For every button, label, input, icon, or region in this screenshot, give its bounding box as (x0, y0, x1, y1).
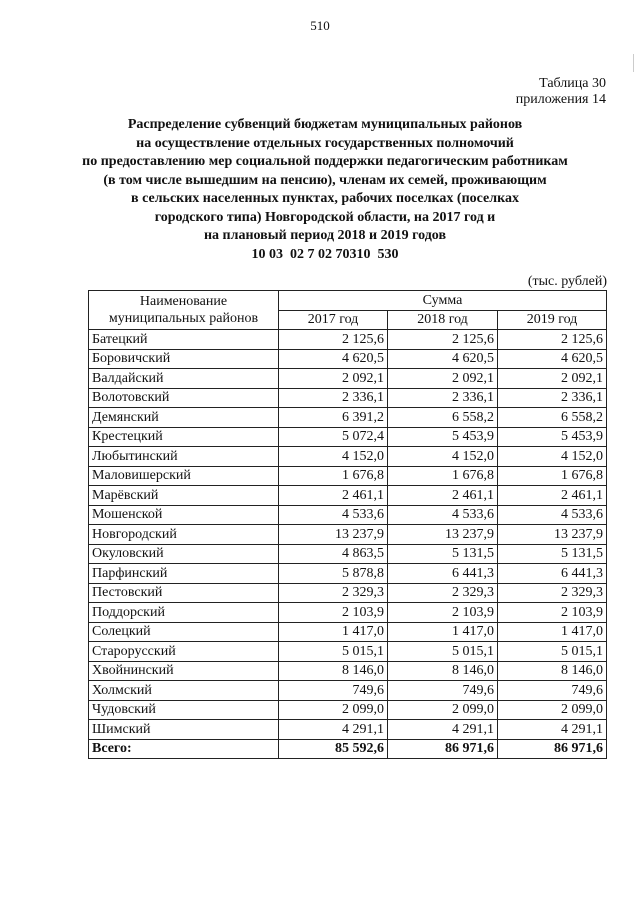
value-2017: 5 015,1 (279, 642, 388, 662)
district-name: Холмский (89, 681, 279, 701)
value-2019: 2 329,3 (498, 583, 607, 603)
budget-classification-code: 10 03 02 7 02 70310 530 (251, 246, 399, 262)
value-2019: 1 417,0 (498, 622, 607, 642)
district-name: Чудовский (89, 700, 279, 720)
value-2018: 6 558,2 (388, 408, 498, 428)
value-2017: 2 125,6 (279, 330, 388, 350)
value-2017: 2 336,1 (279, 388, 388, 408)
district-name: Новгородский (89, 525, 279, 545)
title-line: в сельских населенных пунктах, рабочих поселках (поселках (131, 191, 519, 206)
value-2018: 2 125,6 (388, 330, 498, 350)
value-2019: 6 441,3 (498, 564, 607, 584)
table-reference (516, 76, 606, 108)
value-2018: 5 453,9 (388, 427, 498, 447)
year-header-2019: 2019 год (498, 310, 607, 330)
sum-header: Сумма (279, 291, 607, 311)
value-2018: 6 441,3 (388, 564, 498, 584)
table-row (89, 583, 607, 603)
value-2018: 2 461,1 (388, 486, 498, 506)
district-name: Любытинский (89, 447, 279, 467)
table-reference-line2: приложения 14 (515, 92, 606, 107)
table-row (89, 330, 607, 350)
value-2019: 2 092,1 (498, 369, 607, 389)
table-row (89, 564, 607, 584)
district-name: Маловишерский (89, 466, 279, 486)
value-2018: 2 103,9 (388, 603, 498, 623)
table-row (89, 369, 607, 389)
value-2017: 2 329,3 (279, 583, 388, 603)
year-header-2017: 2017 год (279, 310, 388, 330)
table-row (89, 505, 607, 525)
value-2018: 4 533,6 (388, 505, 498, 525)
district-name-header-line2: муниципальных районов (108, 311, 259, 326)
document-title (40, 116, 610, 264)
value-2018: 1 417,0 (388, 622, 498, 642)
value-2018: 4 152,0 (388, 447, 498, 467)
scan-edge-mark (633, 54, 634, 72)
year-header-2018: 2018 год (388, 310, 498, 330)
table-row (89, 447, 607, 467)
table-row (89, 466, 607, 486)
table-reference-line1: Таблица 30 (539, 76, 606, 91)
value-2017: 1 417,0 (279, 622, 388, 642)
district-name: Поддорский (89, 603, 279, 623)
value-2019: 2 103,9 (498, 603, 607, 623)
value-2017: 4 533,6 (279, 505, 388, 525)
district-name: Мошенской (89, 505, 279, 525)
table-row (89, 642, 607, 662)
value-2018: 2 329,3 (388, 583, 498, 603)
district-name: Боровичский (89, 349, 279, 369)
title-line: по предоставлению мер социальной поддержки педагогическим работникам (82, 154, 568, 169)
value-2018: 5 131,5 (388, 544, 498, 564)
value-2018: 8 146,0 (388, 661, 498, 681)
table-row (89, 349, 607, 369)
value-2017: 2 092,1 (279, 369, 388, 389)
units-label: (тыс. рублей) (527, 274, 607, 289)
district-name: Волотовский (89, 388, 279, 408)
value-2019: 5 131,5 (498, 544, 607, 564)
value-2019: 5 453,9 (498, 427, 607, 447)
table-row (89, 486, 607, 506)
value-2017: 4 863,5 (279, 544, 388, 564)
value-2017: 5 072,4 (279, 427, 388, 447)
total-2018: 86 971,6 (388, 739, 498, 759)
value-2019: 2 461,1 (498, 486, 607, 506)
title-line: на плановый период 2018 и 2019 годов (203, 228, 447, 243)
table-row (89, 388, 607, 408)
value-2018: 2 336,1 (388, 388, 498, 408)
value-2017: 5 878,8 (279, 564, 388, 584)
value-2019: 749,6 (498, 681, 607, 701)
value-2017: 8 146,0 (279, 661, 388, 681)
value-2019: 6 558,2 (498, 408, 607, 428)
value-2017: 2 103,9 (279, 603, 388, 623)
total-2017: 85 592,6 (279, 739, 388, 759)
value-2017: 2 099,0 (279, 700, 388, 720)
value-2017: 4 620,5 (279, 349, 388, 369)
value-2018: 4 620,5 (388, 349, 498, 369)
district-name: Крестецкий (89, 427, 279, 447)
value-2018: 2 092,1 (388, 369, 498, 389)
subsidy-table (88, 290, 607, 759)
value-2017: 1 676,8 (279, 466, 388, 486)
district-name: Окуловский (89, 544, 279, 564)
value-2018: 749,6 (388, 681, 498, 701)
district-name: Шимский (89, 720, 279, 740)
table-row (89, 622, 607, 642)
value-2017: 6 391,2 (279, 408, 388, 428)
district-name: Солецкий (89, 622, 279, 642)
district-name: Марёвский (89, 486, 279, 506)
value-2019: 4 620,5 (498, 349, 607, 369)
district-name-header (89, 291, 279, 330)
value-2017: 749,6 (279, 681, 388, 701)
value-2017: 4 152,0 (279, 447, 388, 467)
table-row (89, 544, 607, 564)
value-2017: 2 461,1 (279, 486, 388, 506)
table-row (89, 681, 607, 701)
table-row (89, 525, 607, 545)
value-2019: 4 533,6 (498, 505, 607, 525)
value-2019: 2 125,6 (498, 330, 607, 350)
table-row (89, 603, 607, 623)
district-name: Парфинский (89, 564, 279, 584)
page-number: 510 (310, 18, 330, 33)
district-name: Демянский (89, 408, 279, 428)
value-2018: 13 237,9 (388, 525, 498, 545)
title-line: (в том числе вышедшим на пенсию), членам их семей, проживающим (103, 172, 547, 188)
table-row (89, 408, 607, 428)
title-line: Распределение субвенций бюджетам муниципальных районов (127, 117, 523, 132)
district-name: Старорусский (89, 642, 279, 662)
district-name: Пестовский (89, 583, 279, 603)
total-label: Всего: (89, 739, 279, 759)
table-row (89, 700, 607, 720)
table-row (89, 427, 607, 447)
value-2018: 1 676,8 (388, 466, 498, 486)
value-2018: 5 015,1 (388, 642, 498, 662)
total-row (89, 739, 607, 759)
table-row (89, 720, 607, 740)
value-2019: 1 676,8 (498, 466, 607, 486)
value-2019: 4 152,0 (498, 447, 607, 467)
value-2019: 2 336,1 (498, 388, 607, 408)
value-2019: 5 015,1 (498, 642, 607, 662)
title-line: на осуществление отдельных государственных полномочий (136, 135, 514, 151)
value-2018: 2 099,0 (388, 700, 498, 720)
district-name-header-line1: Наименование (139, 294, 228, 309)
district-name: Хвойнинский (89, 661, 279, 681)
value-2019: 2 099,0 (498, 700, 607, 720)
district-name: Батецкий (89, 330, 279, 350)
table-row (89, 661, 607, 681)
total-2019: 86 971,6 (498, 739, 607, 759)
value-2017: 4 291,1 (279, 720, 388, 740)
title-line: городского типа) Новгородской области, на 2017 год и (154, 209, 496, 225)
value-2019: 8 146,0 (498, 661, 607, 681)
district-name: Валдайский (89, 369, 279, 389)
value-2018: 4 291,1 (388, 720, 498, 740)
value-2019: 4 291,1 (498, 720, 607, 740)
value-2019: 13 237,9 (498, 525, 607, 545)
value-2017: 13 237,9 (279, 525, 388, 545)
